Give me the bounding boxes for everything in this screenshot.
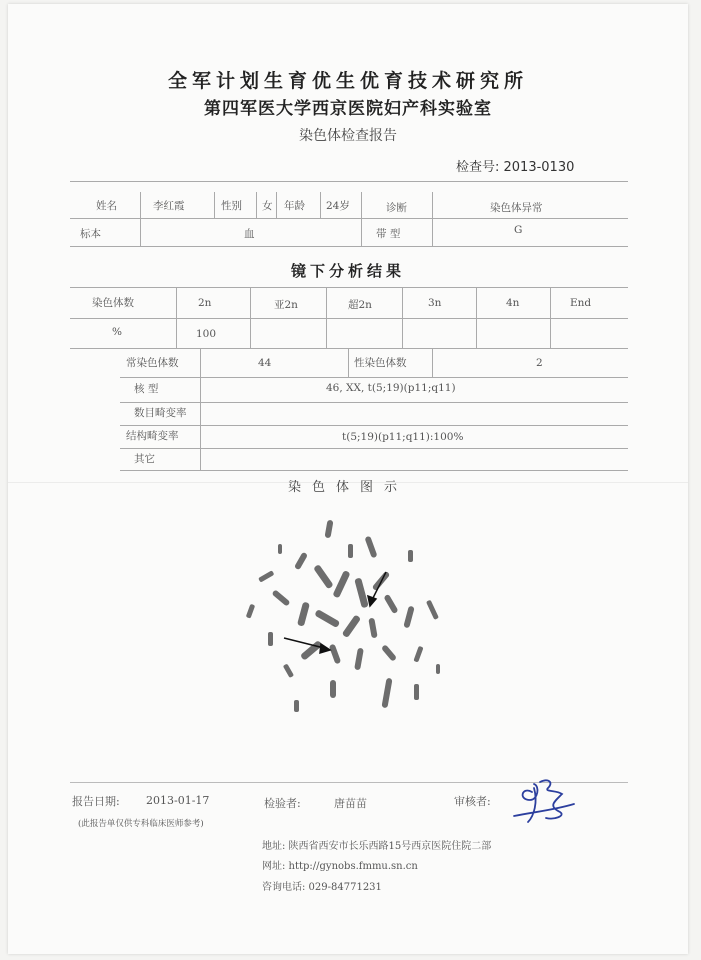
patient-name: 李红霞 (153, 200, 185, 212)
table-rule (256, 192, 257, 218)
table-rule (214, 192, 215, 218)
phone: 咨询电话: 029-84771231 (262, 882, 382, 893)
table-rule (476, 287, 477, 348)
col-end: End (570, 297, 592, 309)
table-rule (361, 192, 362, 246)
institute-title: 全军计划生育优生优育技术研究所 (167, 70, 528, 92)
col-2n: 2n (198, 297, 212, 309)
name-label: 姓名 (96, 200, 117, 212)
diagnosis-value: 染色体异常 (490, 202, 543, 214)
band-label: 带 型 (376, 228, 401, 240)
table-rule (120, 448, 628, 449)
table-rule (200, 348, 201, 470)
numeric-aberration-label: 数目畸变率 (134, 407, 187, 419)
table-rule (120, 425, 628, 426)
sex-label: 性别 (221, 200, 242, 212)
table-rule (320, 192, 321, 218)
examiner-label: 检验者: (264, 797, 301, 810)
other-label: 其它 (134, 453, 155, 465)
report-page (8, 4, 688, 954)
table-rule (120, 377, 628, 378)
pct-2n: 100 (196, 328, 217, 340)
band-value: G (514, 224, 523, 236)
table-rule (70, 246, 628, 247)
report-number: 检查号: 2013-0130 (456, 160, 575, 175)
examiner-name: 唐苗苗 (334, 797, 367, 810)
reviewer-label: 审核者: (454, 795, 491, 808)
specimen-value: 血 (244, 228, 255, 240)
karyotype-label: 核 型 (134, 383, 159, 395)
table-rule (120, 470, 628, 471)
specimen-label: 标本 (80, 228, 101, 240)
reviewer-signature-icon (504, 772, 584, 828)
table-rule (326, 287, 327, 348)
table-rule (348, 348, 349, 377)
table-rule (70, 348, 628, 349)
table-rule (402, 287, 403, 348)
table-rule (432, 348, 433, 377)
table-rule (70, 218, 628, 219)
col-3n: 3n (428, 297, 442, 309)
table-rule (140, 192, 141, 246)
patient-age: 24岁 (326, 200, 350, 212)
count-label: 染色体数 (92, 297, 134, 309)
col-sub2n: 亚2n (274, 299, 298, 311)
report-date: 2013-01-17 (146, 794, 210, 807)
table-rule (176, 287, 177, 348)
table-rule (70, 318, 628, 319)
table-rule (276, 192, 277, 218)
age-label: 年龄 (284, 200, 305, 212)
lab-title: 第四军医大学西京医院妇产科实验室 (204, 99, 492, 119)
disclaimer-note: (此报告单仅供专科临床医师参考) (78, 819, 204, 829)
figure-title: 染色体图示 (287, 480, 408, 495)
sex-chromosome-value: 2 (536, 357, 543, 369)
table-rule (432, 192, 433, 246)
paper-fold-line (8, 482, 688, 483)
autosome-value: 44 (258, 357, 272, 369)
structural-aberration-label: 结构畸变率 (126, 430, 179, 442)
structural-aberration-value: t(5;19)(p11;q11):100% (342, 431, 464, 443)
col-4n: 4n (506, 297, 520, 309)
table-rule (250, 287, 251, 348)
pct-label: % (112, 326, 122, 338)
col-super2n: 超2n (348, 299, 372, 311)
website: 网址: http://gynobs.fmmu.sn.cn (262, 861, 418, 872)
karyotype-value: 46, XX, t(5;19)(p11;q11) (326, 382, 456, 394)
table-rule (120, 402, 628, 403)
patient-sex: 女 (262, 200, 273, 212)
sex-chromosome-label: 性染色体数 (354, 357, 407, 369)
chromosome-metaphase-image (238, 514, 458, 734)
report-date-label: 报告日期: (72, 795, 120, 808)
diagnosis-label: 诊断 (386, 202, 407, 214)
report-title: 染色体检查报告 (299, 128, 397, 144)
address: 地址: 陕西省西安市长乐西路15号西京医院住院二部 (262, 841, 492, 852)
analysis-title: 镜下分析结果 (290, 262, 405, 280)
table-rule (70, 287, 628, 288)
table-rule (550, 287, 551, 348)
table-rule (70, 181, 628, 182)
autosome-label: 常染色体数 (126, 357, 179, 369)
